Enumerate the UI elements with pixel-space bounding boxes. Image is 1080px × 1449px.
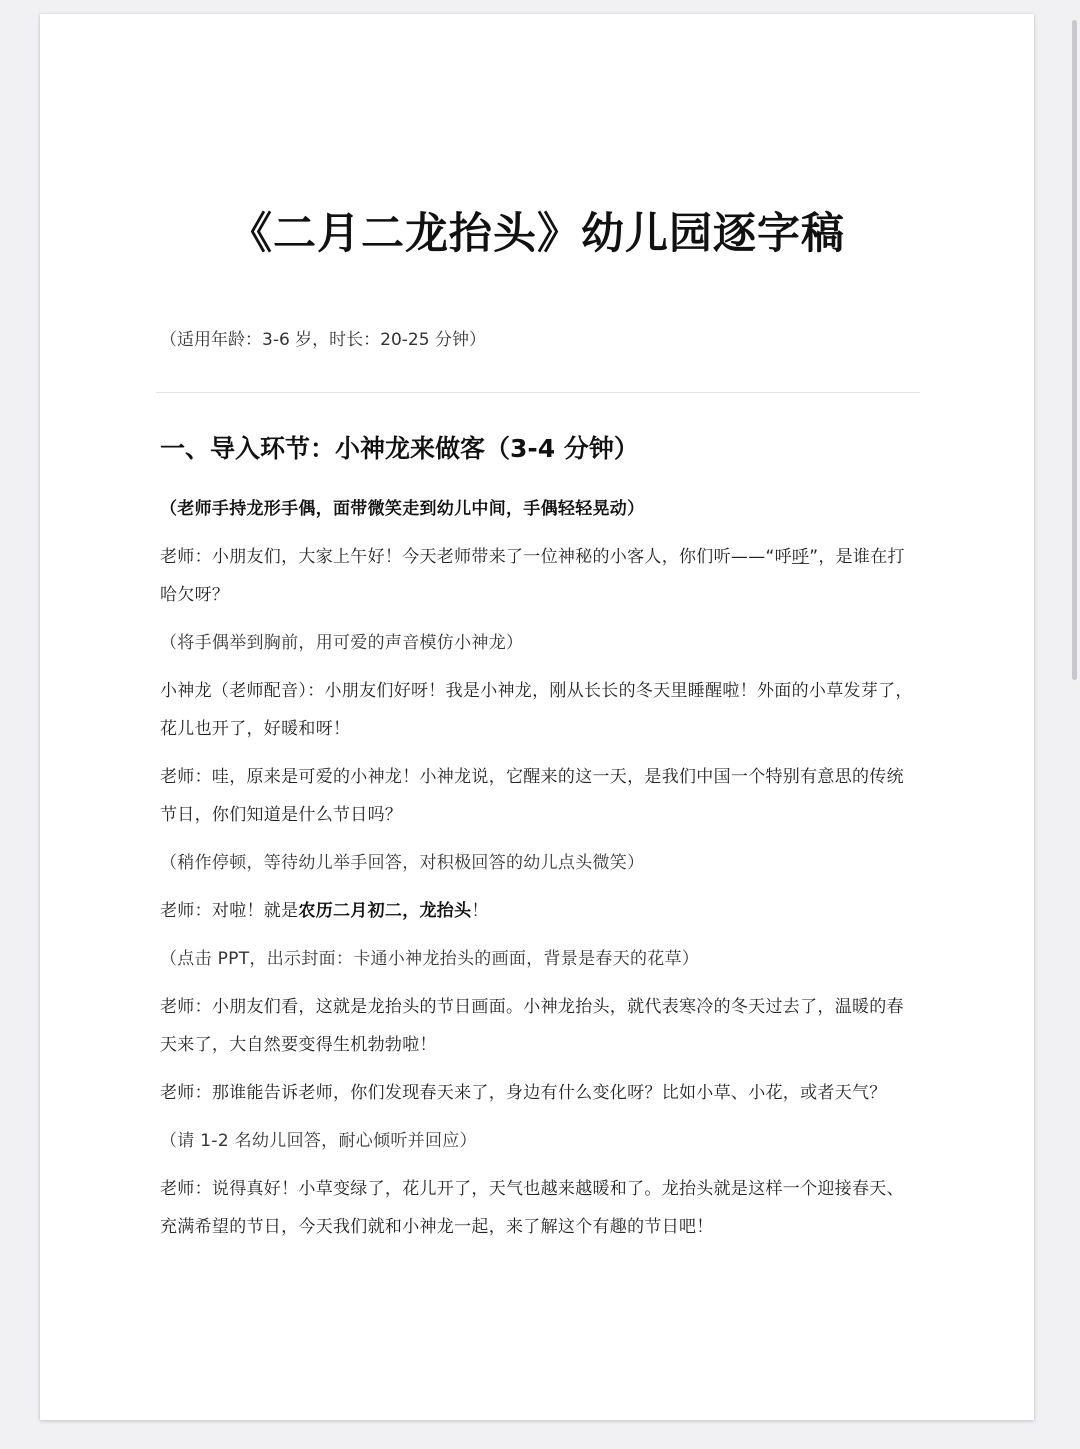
document-page bbox=[40, 14, 1034, 1420]
stage-direction: （将手偶举到胸前，用可爱的声音模仿小神龙） bbox=[160, 633, 524, 653]
line-text: 老师：小朋友们，大家上午好！今天老师带来了一位神秘的小客人，你们听——“呼 bbox=[160, 547, 792, 567]
teacher-line: 老师：那谁能告诉老师，你们发现春天来了，身边有什么变化呀？比如小草、小花，或者天气？ bbox=[160, 1083, 887, 1103]
bold-text: 农历二月初二，龙抬头 bbox=[298, 901, 472, 921]
teacher-line: 老师：说得真好！小草变绿了，花儿开了，天气也越来越暖和了。龙抬头就是这样一个迎接春天、充满希望的节日，今天我们就和小神龙一起，来了解这个有趣的节日吧！ bbox=[160, 1179, 904, 1237]
line-text: ！ bbox=[471, 901, 489, 921]
document-title: 《二月二龙抬头》幼儿园逐字稿 bbox=[229, 209, 845, 259]
stage-direction: （请 1-2 名幼儿回答，耐心倾听并回应） bbox=[160, 1131, 477, 1151]
document-body bbox=[160, 490, 920, 1256]
scrollbar-thumb[interactable] bbox=[1072, 20, 1077, 680]
stage-direction: （老师手持龙形手偶，面带微笑走到幼儿中间，手偶轻轻晃动） bbox=[160, 499, 645, 519]
stage-direction: （稍作停顿，等待幼儿举手回答，对积极回答的幼儿点头微笑） bbox=[160, 853, 645, 873]
document-subtitle: （适用年龄：3-6 岁，时长：20-25 分钟） bbox=[160, 330, 486, 350]
line-text: ”，是谁在打哈欠呀？ bbox=[160, 547, 905, 605]
section-heading: 一、导入环节：小神龙来做客（3-4 分钟） bbox=[160, 434, 639, 463]
line-text: 老师：对啦！就是 bbox=[160, 901, 299, 921]
dragon-line: 小神龙（老师配音）：小朋友们好呀！我是小神龙，刚从长长的冬天里睡醒啦！外面的小草发芽了，花儿也开了，好暖和呀！ bbox=[160, 681, 913, 739]
teacher-line: 老师：哇，原来是可爱的小神龙！小神龙说，它醒来的这一天，是我们中国一个特别有意思的传统节日，你们知道是什么节日吗？ bbox=[160, 767, 904, 825]
teacher-line: 老师：小朋友们看，这就是龙抬头的节日画面。小神龙抬头，就代表寒冷的冬天过去了，温暖的春天来了，大自然要变得生机勃勃啦！ bbox=[160, 997, 904, 1055]
divider bbox=[156, 392, 920, 393]
teacher-line bbox=[160, 538, 920, 614]
teacher-line bbox=[160, 892, 920, 930]
vertical-scrollbar[interactable] bbox=[1071, 0, 1080, 1449]
stage-direction: （点击 PPT，出示封面：卡通小神龙抬头的画面，背景是春天的花草） bbox=[160, 949, 700, 969]
underlined-text: 呼 bbox=[791, 547, 810, 567]
